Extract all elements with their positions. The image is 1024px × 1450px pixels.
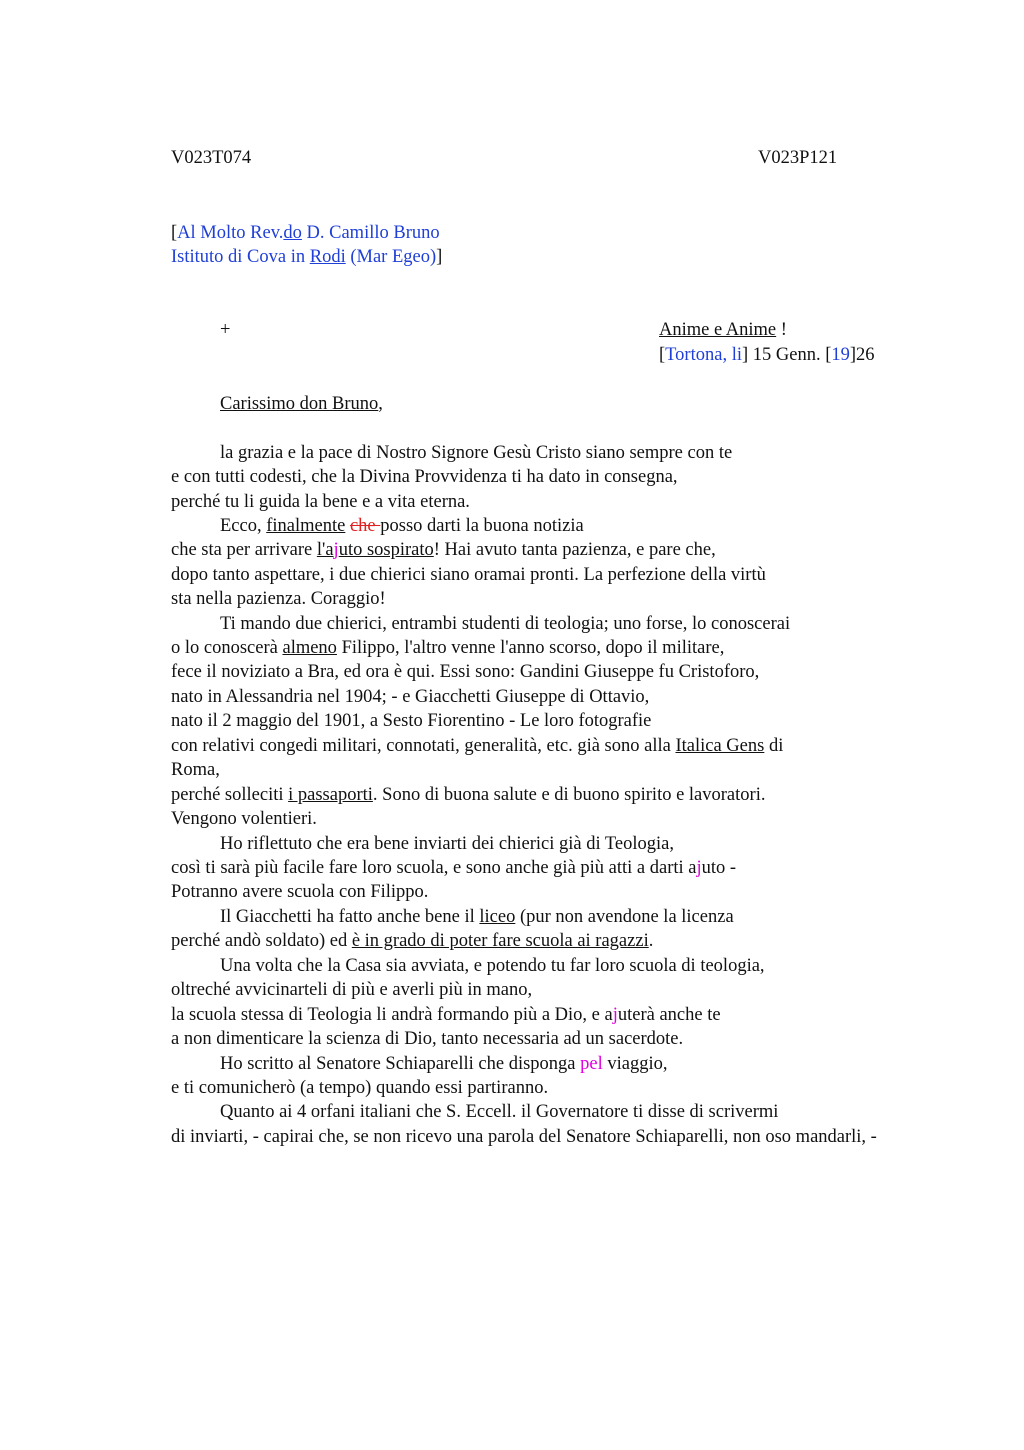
salutation bbox=[220, 392, 383, 416]
text-run: ! Hai avuto tanta pazienza, e pare che, bbox=[433, 540, 716, 560]
motto-exclamation: ! bbox=[776, 320, 787, 340]
body-line: fece il noviziato a Bra, ed ora è qui. Essi sono: Gandini Giuseppe fu Cristoforo, bbox=[171, 662, 760, 682]
text-run: . bbox=[648, 931, 654, 951]
body-line: Potranno avere scuola con Filippo. bbox=[171, 882, 429, 902]
body-line: Ti mando due chierici, entrambi studenti di teologia; uno forse, lo conoscerai bbox=[220, 614, 791, 634]
cross-mark: + bbox=[220, 320, 231, 340]
text-run: Il Giacchetti ha fatto anche bene il bbox=[220, 907, 480, 927]
underlined-text: è in grado di poter fare scuola ai ragazzi bbox=[351, 931, 649, 951]
body-line bbox=[220, 514, 584, 538]
address-line-2 bbox=[171, 245, 442, 269]
text-run: viaggio, bbox=[602, 1054, 668, 1074]
body-line: e ti comunicherò (a tempo) quando essi partiranno. bbox=[171, 1078, 549, 1098]
text-run: uterà anche te bbox=[617, 1005, 721, 1025]
body-line: sta nella pazienza. Coraggio! bbox=[171, 589, 386, 609]
body-line: la grazia e la pace di Nostro Signore Gesù Cristo siano sempre con te bbox=[220, 443, 733, 463]
body-line bbox=[171, 783, 765, 807]
text-run: . Sono di buona salute e di buono spirito e lavoratori. bbox=[372, 785, 766, 805]
text-run: uto - bbox=[701, 858, 737, 878]
date-place: Tortona, li bbox=[665, 345, 742, 365]
body-line: Roma, bbox=[171, 760, 220, 780]
body-line bbox=[171, 734, 783, 758]
text-run: di bbox=[764, 736, 784, 756]
date-year: ]26 bbox=[849, 345, 875, 365]
underlined-text: Italica Gens bbox=[675, 736, 765, 756]
text-run: con relativi congedi militari, connotati, generalità, etc. già sono alla bbox=[171, 736, 676, 756]
text-run: Filippo, l'altro venne l'anno scorso, dopo il militare, bbox=[336, 638, 725, 658]
body-line bbox=[171, 856, 736, 880]
body-line: perché tu li guida la bene e a vita eterna. bbox=[171, 492, 470, 512]
deleted-text: che bbox=[349, 516, 381, 536]
body-line: Ho riflettuto che era bene inviarti dei chierici già di Teologia, bbox=[220, 834, 675, 854]
underlined-text: liceo bbox=[479, 907, 516, 927]
body-line: Vengono volentieri. bbox=[171, 809, 317, 829]
bracket: [ bbox=[659, 345, 666, 365]
address-region: (Mar Egeo) bbox=[345, 247, 437, 267]
variant-letter: j bbox=[333, 540, 339, 560]
bracket: [ bbox=[171, 223, 178, 243]
address-institute: Istituto di Cova in bbox=[171, 247, 310, 267]
body-line bbox=[220, 1052, 668, 1076]
text-run: così ti sarà più facile fare loro scuola, e sono anche già più atti a darti a bbox=[171, 858, 697, 878]
text-run: Ho scritto al Senatore Schiaparelli che disponga bbox=[220, 1054, 581, 1074]
underlined-text: almeno bbox=[282, 638, 337, 658]
address-line-1 bbox=[171, 221, 440, 245]
address-recipient-name: D. Camillo Bruno bbox=[301, 223, 440, 243]
text-run: perché andò soldato) ed bbox=[171, 931, 352, 951]
date-century: 19 bbox=[831, 345, 850, 365]
body-line bbox=[171, 929, 653, 953]
underlined-text: finalmente bbox=[266, 516, 346, 536]
salutation-text: Carissimo don Bruno bbox=[220, 394, 379, 414]
page-id-right: V023P121 bbox=[758, 148, 838, 168]
body-line: a non dimenticare la scienza di Dio, tanto necessaria ad un sacerdote. bbox=[171, 1029, 684, 1049]
body-line: e con tutti codesti, che la Divina Provvidenza ti ha dato in consegna, bbox=[171, 467, 678, 487]
body-line: nato in Alessandria nel 1904; - e Giacchetti Giuseppe di Ottavio, bbox=[171, 687, 650, 707]
body-line bbox=[171, 636, 724, 660]
text-run: la scuola stessa di Teologia li andrà formando più a Dio, e a bbox=[171, 1005, 613, 1025]
text-run: (pur non avendone la licenza bbox=[515, 907, 734, 927]
address-recipient-title: Al Molto Rev. bbox=[177, 223, 284, 243]
body-line: di inviarti, - capirai che, se non ricevo una parola del Senatore Schiaparelli, non oso mandarli, - bbox=[171, 1127, 877, 1147]
underlined-text: i passaporti bbox=[288, 785, 373, 805]
text-run: perché solleciti bbox=[171, 785, 289, 805]
text-run: Ecco, bbox=[220, 516, 267, 536]
text-run: posso darti la buona notizia bbox=[380, 516, 584, 536]
date-day-month: ] 15 Genn. [ bbox=[741, 345, 832, 365]
address-place: Rodi bbox=[309, 247, 346, 267]
body-line: dopo tanto aspettare, i due chierici siano oramai pronti. La perfezione della virtù bbox=[171, 565, 766, 585]
body-line bbox=[220, 905, 734, 929]
body-line: Una volta che la Casa sia avviata, e potendo tu far loro scuola di teologia, bbox=[220, 956, 765, 976]
text-run: o lo conoscerà bbox=[171, 638, 283, 658]
bracket: ] bbox=[436, 247, 443, 267]
body-line bbox=[171, 538, 716, 562]
body-line: Quanto ai 4 orfani italiani che S. Eccell. il Governatore ti disse di scrivermi bbox=[220, 1102, 779, 1122]
text-run: uto sospirato bbox=[338, 540, 434, 560]
variant-letter: j bbox=[612, 1005, 618, 1025]
motto-text: Anime e Anime bbox=[659, 320, 777, 340]
letter-date bbox=[659, 343, 875, 367]
variant-word: pel bbox=[580, 1054, 603, 1074]
text-run: che sta per arrivare bbox=[171, 540, 317, 560]
underlined-text bbox=[317, 540, 434, 560]
document-id-left: V023T074 bbox=[171, 148, 252, 168]
motto bbox=[659, 318, 787, 342]
variant-letter: j bbox=[696, 858, 702, 878]
text-run: l'a bbox=[316, 540, 334, 560]
body-line bbox=[171, 1003, 721, 1027]
body-line: nato il 2 maggio del 1901, a Sesto Fiorentino - Le loro fotografie bbox=[171, 711, 652, 731]
body-line: oltreché avvicinarteli di più e averli più in mano, bbox=[171, 980, 533, 1000]
address-recipient-abbrev: do bbox=[283, 223, 302, 243]
salutation-comma: , bbox=[378, 394, 383, 414]
